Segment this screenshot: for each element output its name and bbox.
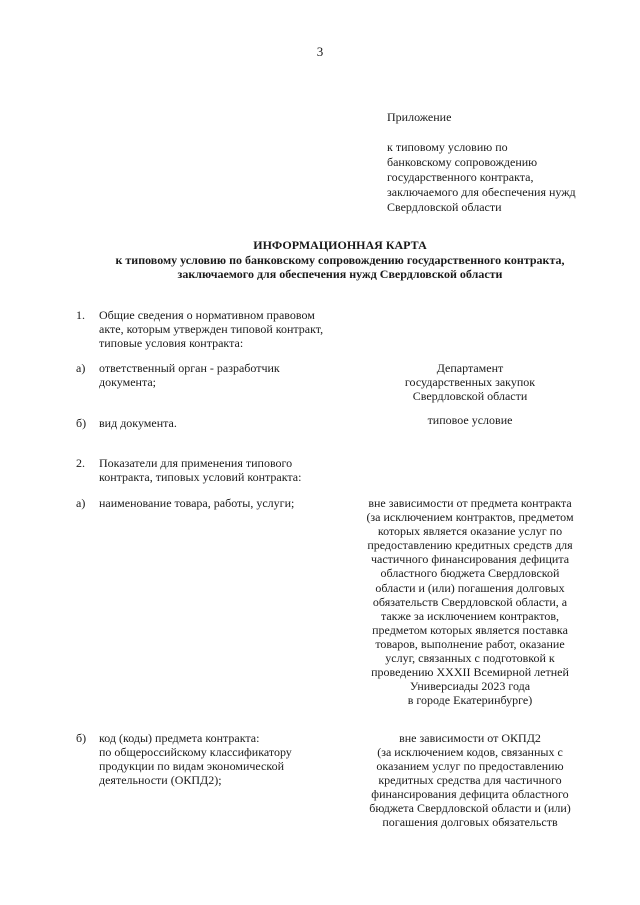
item-label: 1. bbox=[76, 308, 85, 322]
item-label: б) bbox=[76, 731, 87, 745]
item-value-line: предметом которых является поставка bbox=[372, 622, 568, 637]
item-value bbox=[345, 496, 595, 707]
item-text bbox=[99, 496, 359, 510]
item-value-line: предоставлению кредитных средств для bbox=[367, 538, 573, 553]
document-heading bbox=[40, 238, 640, 281]
appendix-line: государственного контракта, bbox=[387, 170, 534, 184]
item-label: б) bbox=[76, 416, 87, 430]
item-value-line: Свердловской области bbox=[412, 389, 528, 403]
item-value-line: вне зависимости от ОКПД2 bbox=[399, 731, 541, 745]
item-value-line: товаров, выполнение работ, оказание bbox=[375, 636, 565, 651]
item-text bbox=[99, 456, 359, 484]
item-value-line: Департамент bbox=[436, 361, 504, 375]
item-value-line: проведению XXXII Всемирной летней bbox=[371, 665, 569, 680]
item-value-line: услуг, связанных с подготовкой к bbox=[385, 651, 555, 666]
item-value bbox=[355, 413, 585, 427]
appendix-line: заключаемого для обеспечения нужд bbox=[387, 185, 576, 199]
document-subtitle-line: к типовому условию по банковскому сопровождению государственного контракта, bbox=[115, 253, 565, 267]
item-label: 2. bbox=[76, 456, 85, 470]
item-value-line: обязательств Свердловской области, а bbox=[372, 594, 568, 609]
item-text-line: вид документа. bbox=[99, 416, 177, 430]
item-text-line: типовые условия контракта: bbox=[99, 336, 244, 350]
item-value-line: государственных закупок bbox=[404, 375, 536, 389]
item-value-line: (за исключением контрактов, предметом bbox=[366, 510, 574, 525]
appendix-block bbox=[387, 110, 627, 215]
item-text bbox=[99, 308, 359, 350]
item-value bbox=[355, 361, 585, 403]
item-text-line: наименование товара, работы, услуги; bbox=[99, 496, 295, 510]
appendix-line: к типовому условию по bbox=[387, 140, 508, 154]
item-value-line: бюджета Свердловской области и (или) bbox=[369, 801, 571, 815]
item-value-line: финансирования дефицита областного bbox=[371, 787, 569, 801]
appendix-line: Свердловской области bbox=[387, 200, 502, 214]
appendix-title: Приложение bbox=[387, 110, 452, 124]
item-value-line: области и (или) погашения долговых bbox=[375, 580, 565, 595]
appendix-line: банковскому сопровождению bbox=[387, 155, 538, 169]
item-value bbox=[345, 731, 595, 829]
item-label: а) bbox=[76, 361, 86, 375]
item-text-line: код (коды) предмета контракта: bbox=[99, 731, 260, 745]
document-subtitle-line: заключаемого для обеспечения нужд Свердловской области bbox=[177, 267, 503, 281]
document-title: ИНФОРМАЦИОННАЯ КАРТА bbox=[253, 238, 427, 252]
item-text-line: по общероссийскому классификатору bbox=[99, 745, 292, 759]
item-text-line: Общие сведения о нормативном правовом bbox=[99, 308, 315, 322]
item-label: а) bbox=[76, 496, 86, 510]
page-number: 3 bbox=[316, 44, 324, 59]
item-value-line: в городе Екатеринбурге) bbox=[407, 693, 533, 708]
item-value-line: погашения долговых обязательств bbox=[382, 815, 558, 829]
item-value-line: вне зависимости от предмета контракта bbox=[368, 496, 572, 510]
item-text-line: продукции по видам экономической bbox=[99, 759, 285, 773]
item-value-line: которых является оказание услуг по bbox=[377, 524, 563, 539]
item-value-line: оказанием услуг по предоставлению bbox=[376, 759, 564, 773]
item-value-line: типовое условие bbox=[427, 413, 513, 427]
item-text-line: контракта, типовых условий контракта: bbox=[99, 470, 302, 484]
item-value-line: частичного финансирования дефицита bbox=[370, 552, 570, 567]
item-value-line: областного бюджета Свердловской bbox=[380, 566, 560, 581]
item-text-line: документа; bbox=[99, 375, 156, 389]
item-value-line: кредитных средства для частичного bbox=[378, 773, 562, 787]
item-text bbox=[99, 416, 359, 430]
item-text-line: Показатели для применения типового bbox=[99, 456, 293, 470]
item-text bbox=[99, 361, 359, 389]
item-text bbox=[99, 731, 359, 787]
item-value-line: (за исключением кодов, связанных с bbox=[377, 745, 563, 759]
item-text-line: ответственный орган - разработчик bbox=[99, 361, 280, 375]
item-value-line: также за исключением контрактов, bbox=[380, 608, 560, 623]
item-value-line: Универсиады 2023 года bbox=[409, 679, 531, 694]
item-text-line: акте, которым утвержден типовой контракт, bbox=[99, 322, 324, 336]
item-text-line: деятельности (ОКПД2); bbox=[99, 773, 222, 787]
